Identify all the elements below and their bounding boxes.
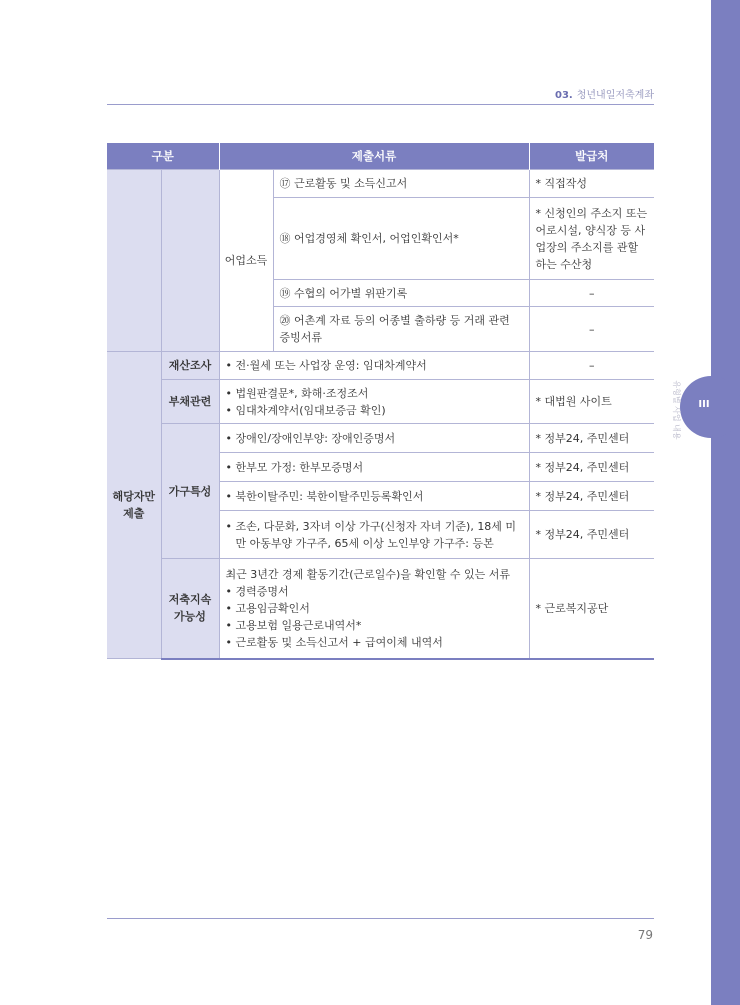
issuer-cell: * 대법원 사이트 xyxy=(529,380,654,424)
document-intro: 최근 3년간 경제 활동기간(근로일수)을 확인할 수 있는 서류 xyxy=(225,567,510,581)
right-edge-bar xyxy=(711,0,740,1005)
bullet-mark: • xyxy=(225,618,232,632)
document-cell xyxy=(219,511,529,559)
applicant-only-label: 해당자만 제출 xyxy=(107,352,161,659)
document-cell: ⑳ 어촌계 자료 등의 어종별 출하량 등 거래 관련 증빙서류 xyxy=(273,307,529,352)
chapter-number: 03. xyxy=(555,90,573,101)
bullet-mark: • xyxy=(225,635,232,649)
page-number: 79 xyxy=(637,928,653,942)
document-text: 고용임금확인서 xyxy=(235,601,310,615)
header-issuer: 발급처 xyxy=(529,143,654,170)
document-text: 한부모 가정: 한부모증명서 xyxy=(235,460,364,474)
issuer-cell: * 직접작성 xyxy=(529,170,654,198)
document-cell xyxy=(219,380,529,424)
issuer-cell: * 정부24, 주민센터 xyxy=(529,453,654,482)
required-documents-table xyxy=(107,143,654,660)
document-cell xyxy=(219,482,529,511)
document-text: 조손, 다문화, 3자녀 이상 가구(신청자 자녀 기준), 18세 미만 아동부양 가구주, 65세 이상 노인부양 가구주: 등본 xyxy=(235,519,517,550)
document-cell xyxy=(219,424,529,453)
table-row xyxy=(107,424,654,453)
bullet-mark: • xyxy=(225,403,232,417)
chapter-numeral: III xyxy=(698,399,710,410)
household-label: 가구특성 xyxy=(161,424,219,559)
blank-subcategory-cell xyxy=(161,170,219,352)
issuer-cell: * 신청인의 주소지 또는 어로시설, 양식장 등 사업장의 주소지를 관할하는 수산청 xyxy=(529,198,654,280)
issuer-cell: * 정부24, 주민센터 xyxy=(529,424,654,453)
bullet-mark: • xyxy=(225,489,232,503)
savings-sustainability-label: 저축지속 가능성 xyxy=(161,559,219,659)
document-text: 근로활동 및 소득신고서 + 급여이체 내역서 xyxy=(235,635,443,649)
issuer-cell: – xyxy=(529,352,654,380)
document-text: 경력증명서 xyxy=(235,584,289,598)
chapter-side-tab xyxy=(680,376,740,438)
document-text: 장애인/장애인부양: 장애인증명서 xyxy=(235,431,396,445)
issuer-cell: * 정부24, 주민센터 xyxy=(529,511,654,559)
blank-category-cell xyxy=(107,170,161,352)
header-documents: 제출서류 xyxy=(219,143,529,170)
table-row xyxy=(107,559,654,659)
header-category: 구분 xyxy=(107,143,219,170)
document-cell: ⑲ 수협의 어가별 위판기록 xyxy=(273,280,529,307)
bullet-mark: • xyxy=(225,460,232,474)
chapter-side-label: 유형별 사업 내용 xyxy=(672,380,681,440)
bullet-mark: • xyxy=(225,386,232,400)
debt-label: 부채관련 xyxy=(161,380,219,424)
issuer-cell: – xyxy=(529,307,654,352)
footer-rule xyxy=(107,918,654,919)
document-text: 임대차계약서(임대보증금 확인) xyxy=(235,403,386,417)
table-row xyxy=(107,352,654,380)
document-cell xyxy=(219,453,529,482)
running-header xyxy=(555,86,654,101)
document-cell xyxy=(219,352,529,380)
document-text: 고용보험 일용근로내역서* xyxy=(235,618,362,632)
document-cell: ⑰ 근로활동 및 소득신고서 xyxy=(273,170,529,198)
document-text: 전·월세 또는 사업장 운영: 임대차계약서 xyxy=(235,359,427,372)
bullet-mark: • xyxy=(225,359,232,372)
issuer-cell: * 정부24, 주민센터 xyxy=(529,482,654,511)
property-label: 재산조사 xyxy=(161,352,219,380)
header-rule xyxy=(107,104,654,105)
bullet-mark: • xyxy=(225,601,232,615)
table-row xyxy=(107,380,654,424)
table-row xyxy=(107,170,654,198)
chapter-title: 청년내일저축계좌 xyxy=(576,90,654,101)
document-text: 법원판결문*, 화해·조정조서 xyxy=(235,386,369,400)
bullet-mark: • xyxy=(225,584,232,598)
bullet-mark: • xyxy=(225,431,232,445)
issuer-cell: * 근로복지공단 xyxy=(529,559,654,659)
fishery-income-label: 어업소득 xyxy=(219,170,273,352)
document-cell xyxy=(219,559,529,659)
document-cell: ⑱ 어업경영체 확인서, 어업인확인서* xyxy=(273,198,529,280)
table-header-row xyxy=(107,143,654,170)
issuer-cell: – xyxy=(529,280,654,307)
bullet-mark: • xyxy=(225,519,232,533)
document-text: 북한이탈주민: 북한이탈주민등록확인서 xyxy=(235,489,424,503)
